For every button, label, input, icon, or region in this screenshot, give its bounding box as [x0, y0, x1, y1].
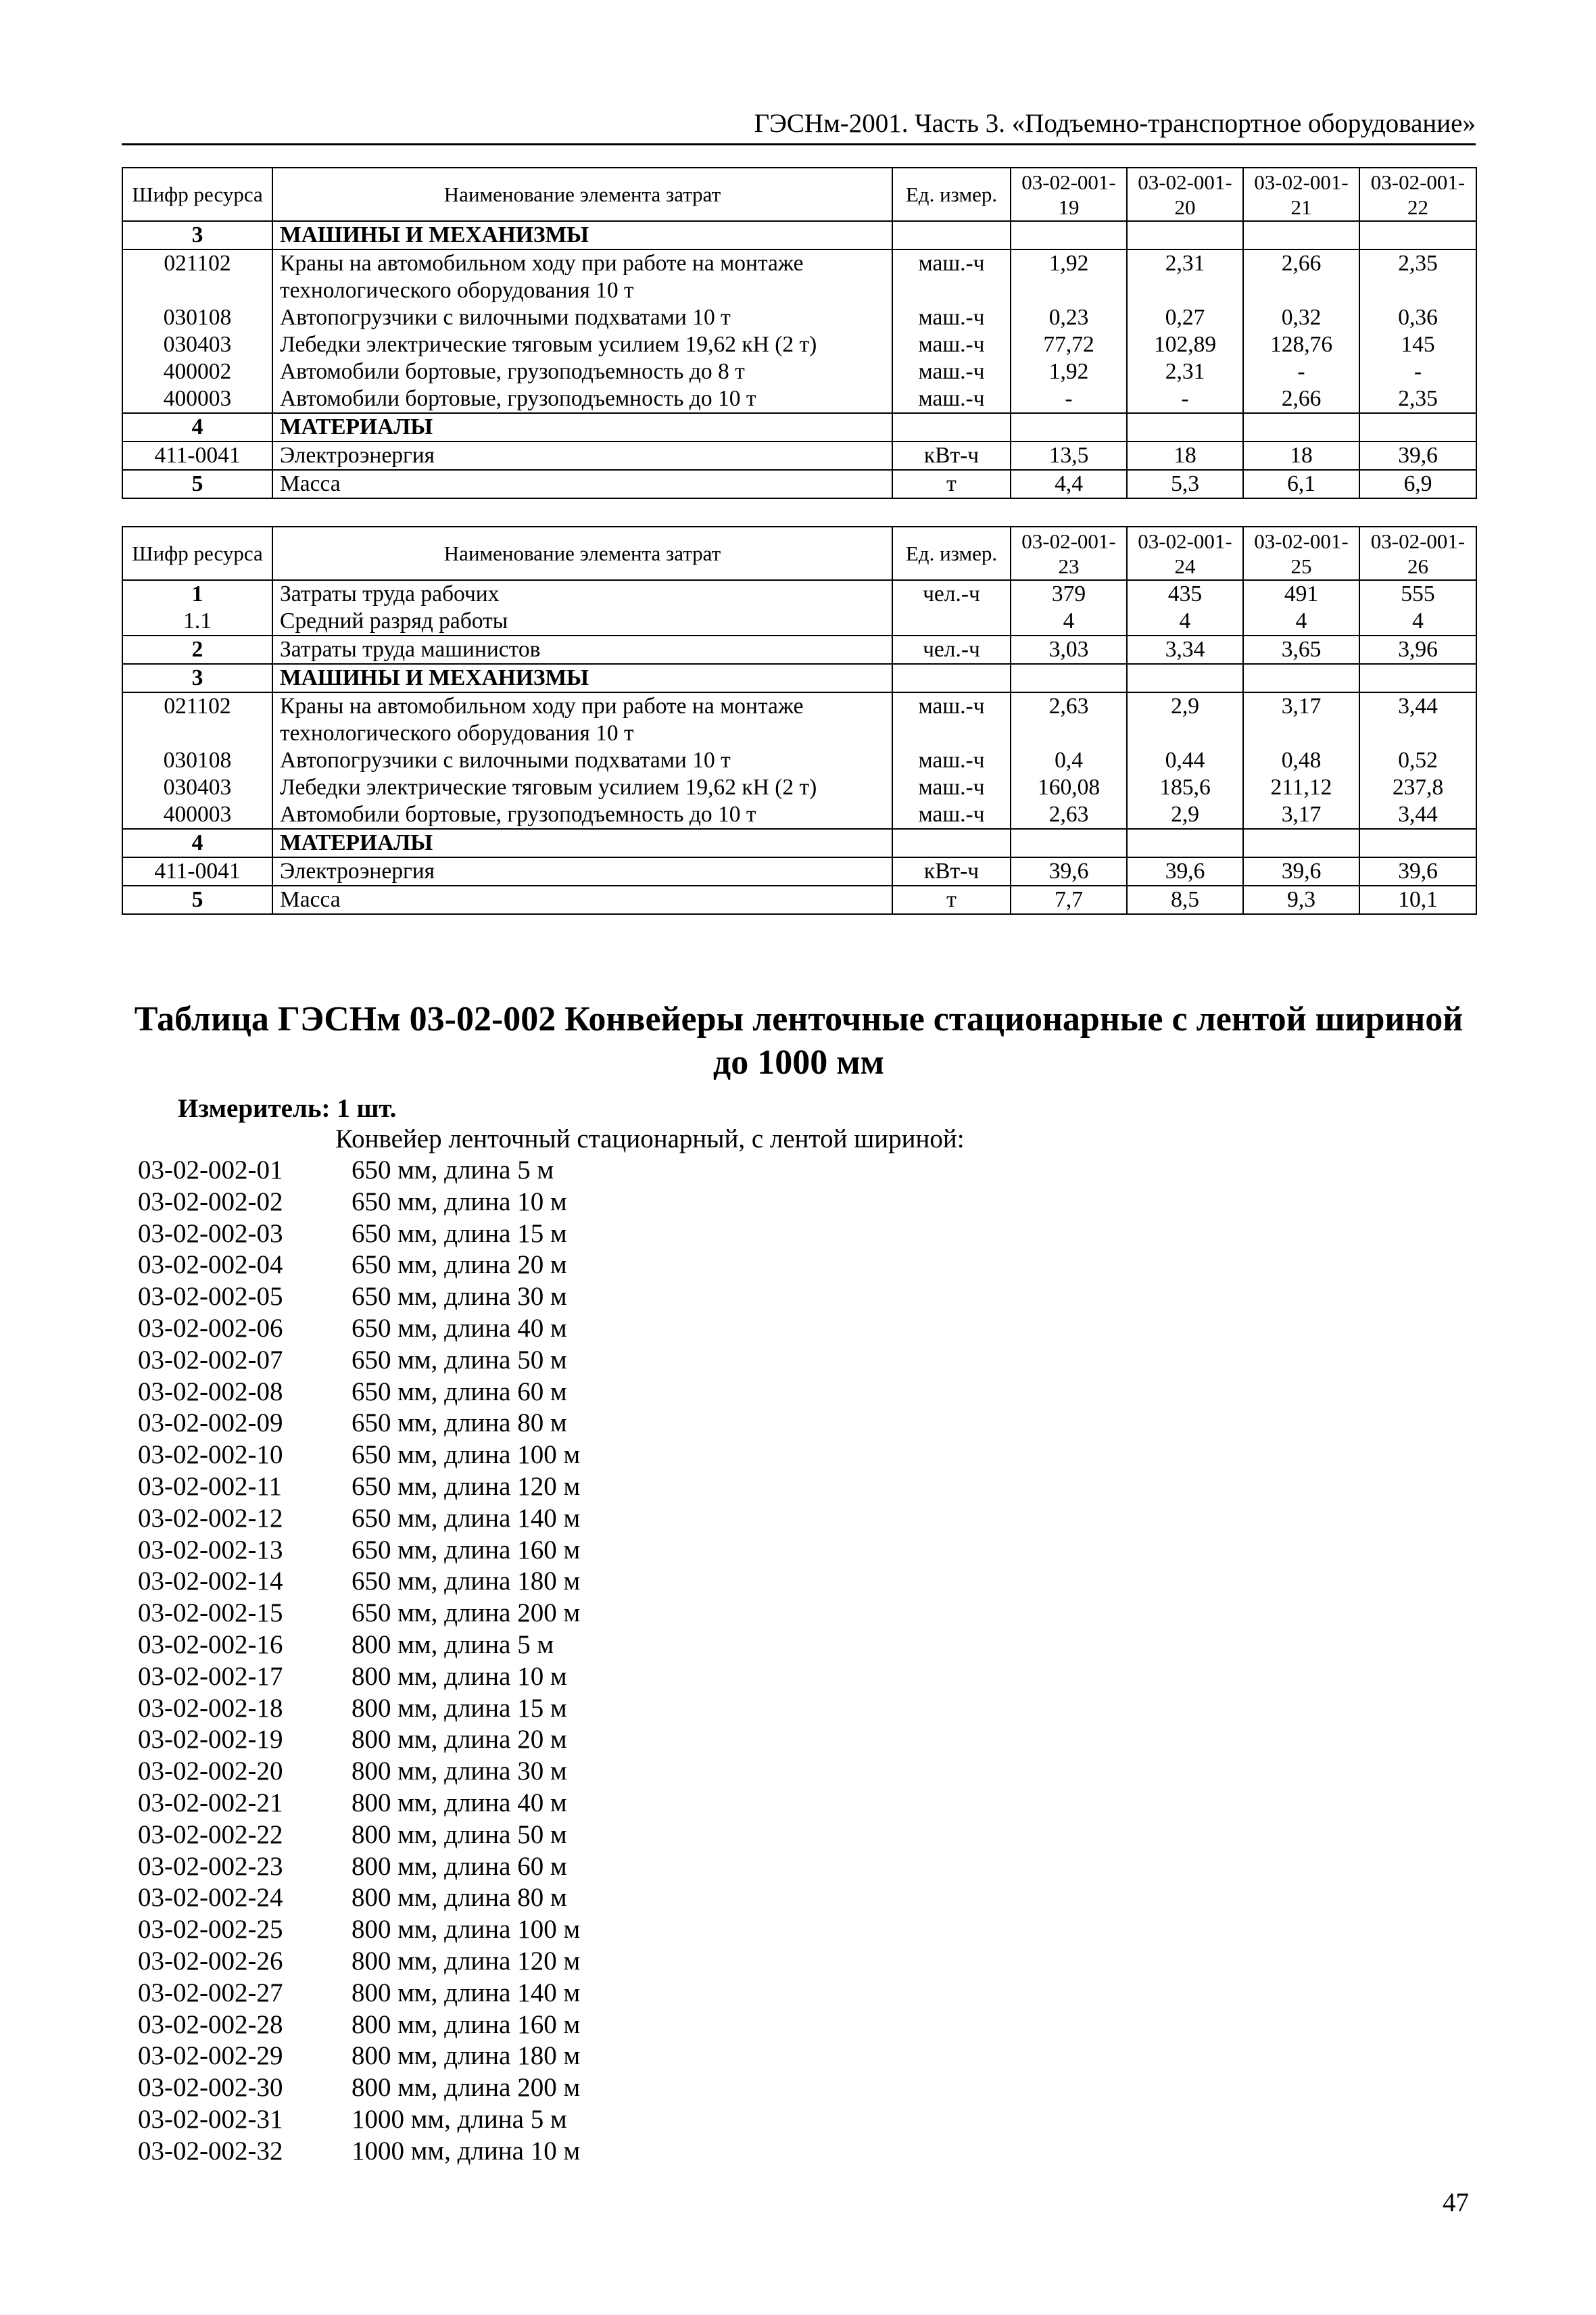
value: 2,31 [1165, 359, 1205, 384]
norm-code: 03-02-002-12 [138, 1503, 283, 1533]
norm-text: 650 мм, длина 200 м [352, 1598, 581, 1628]
value: 2,35 [1398, 251, 1438, 276]
header-norm-code: 03-02-001-21 [1243, 168, 1359, 221]
norm-text: 650 мм, длина 160 м [352, 1535, 581, 1565]
value: 237,8 [1392, 775, 1444, 800]
norm-code: 03-02-002-26 [138, 1946, 283, 1976]
value: 0,36 [1398, 305, 1438, 330]
list-item [138, 1946, 580, 1978]
value: 7,7 [1011, 886, 1127, 914]
resource-name: Автопогрузчики с вилочными подхватами 10 т [280, 748, 731, 773]
list-item [138, 1914, 580, 1946]
value: 555 [1401, 581, 1435, 606]
norm-code: 03-02-002-31 [138, 2104, 283, 2134]
list-item [138, 1313, 580, 1345]
list-item [138, 1439, 580, 1471]
value-column [1011, 249, 1127, 413]
norm-code: 03-02-002-09 [138, 1408, 283, 1438]
norm-text: 650 мм, длина 15 м [352, 1218, 567, 1248]
resource-name: Лебедки электрические тяговым усилием 19,62 кН (2 т) [280, 775, 817, 800]
norm-code: 03-02-002-18 [138, 1693, 283, 1723]
resource-name: Автомобили бортовые, грузоподъемность до 10 т [280, 802, 756, 827]
list-item [138, 1978, 580, 2009]
resource-code: 411-0041 [122, 441, 272, 470]
norm-text: 800 мм, длина 60 м [352, 1851, 567, 1881]
resource-code: 400002 [163, 359, 232, 384]
value: 145 [1401, 332, 1435, 357]
norm-text: 1000 мм, длина 10 м [352, 2136, 581, 2166]
value-column [1243, 692, 1359, 829]
resource-name: Затраты труда рабочих [280, 581, 500, 606]
value: 3,17 [1281, 802, 1322, 827]
value: 102,89 [1153, 332, 1217, 357]
list-item [138, 1155, 580, 1187]
value: 39,6 [1359, 441, 1476, 470]
section-title: МАШИНЫ И МЕХАНИЗМЫ [272, 221, 892, 249]
norm-code: 03-02-002-23 [138, 1851, 283, 1881]
unit: кВт-ч [892, 857, 1011, 886]
resource-code-list [122, 580, 272, 636]
section-title: МАТЕРИАЛЫ [272, 413, 892, 441]
value: 2,31 [1165, 251, 1205, 276]
list-item [138, 1661, 580, 1693]
list-item [138, 2009, 580, 2041]
section-description: Конвейер ленточный стационарный, с лентой шириной: [335, 1124, 965, 1153]
list-item [138, 1187, 580, 1218]
norm-code: 03-02-002-16 [138, 1629, 283, 1659]
section-title: МАШИНЫ И МЕХАНИЗМЫ [272, 664, 892, 692]
header-unit: Ед. измер. [892, 168, 1011, 221]
norm-text: 800 мм, длина 180 м [352, 2041, 581, 2071]
unit: т [892, 886, 1011, 914]
list-item [138, 2104, 580, 2136]
norm-text: 650 мм, длина 10 м [352, 1187, 567, 1216]
unit: маш.-ч [918, 748, 985, 773]
section-code: 3 [122, 664, 272, 692]
value-column [1127, 249, 1243, 413]
value: 4 [1295, 608, 1307, 634]
resource-name: Электроэнергия [272, 441, 892, 470]
resource-code: 030108 [163, 748, 232, 773]
value: 39,6 [1243, 857, 1359, 886]
resource-name: Масса [272, 886, 892, 914]
list-item [138, 1693, 580, 1725]
value: 39,6 [1127, 857, 1243, 886]
resource-code: 5 [122, 886, 272, 914]
value: 39,6 [1359, 857, 1476, 886]
norm-text: 650 мм, длина 50 м [352, 1345, 567, 1375]
resource-code: 400003 [163, 802, 232, 827]
list-item [138, 1882, 580, 1914]
norm-text: 800 мм, длина 200 м [352, 2073, 581, 2103]
value-column [1011, 692, 1127, 829]
resource-name: Краны на автомобильном ходу при работе на монтаже технологического оборудования 10 т [280, 694, 804, 746]
value: 9,3 [1243, 886, 1359, 914]
header-element-name: Наименование элемента затрат [272, 168, 892, 221]
list-item [138, 1851, 580, 1883]
resource-code: 2 [122, 636, 272, 664]
resource-code: 1 [191, 581, 203, 606]
value: 2,66 [1281, 251, 1322, 276]
value: 2,66 [1281, 386, 1322, 411]
value: 2,9 [1171, 694, 1199, 719]
norm-code: 03-02-002-20 [138, 1757, 283, 1786]
value: 4 [1179, 608, 1191, 634]
norm-text: 800 мм, длина 140 м [352, 1978, 581, 2007]
norm-text: 650 мм, длина 40 м [352, 1313, 567, 1343]
resource-table-1 [122, 167, 1477, 499]
list-item [138, 1377, 580, 1408]
list-item [138, 1471, 580, 1503]
norm-code: 03-02-002-10 [138, 1440, 283, 1470]
list-item [138, 1788, 580, 1819]
norm-code: 03-02-002-07 [138, 1345, 283, 1375]
norm-code: 03-02-002-01 [138, 1155, 283, 1185]
value-column [1011, 580, 1127, 636]
header-norm-code: 03-02-001-20 [1127, 168, 1243, 221]
unit: чел.-ч [892, 580, 1011, 636]
norm-code: 03-02-002-06 [138, 1313, 283, 1343]
norm-text: 800 мм, длина 10 м [352, 1661, 567, 1691]
norm-code: 03-02-002-11 [138, 1471, 283, 1501]
value: 1,92 [1048, 251, 1089, 276]
value: - [1065, 386, 1073, 411]
norm-text: 650 мм, длина 20 м [352, 1250, 567, 1280]
norm-code: 03-02-002-04 [138, 1250, 283, 1280]
resource-name: Лебедки электрические тяговым усилием 19,62 кН (2 т) [280, 332, 817, 357]
resource-table-2 [122, 526, 1477, 915]
norm-text: 650 мм, длина 180 м [352, 1567, 581, 1596]
unit: маш.-ч [918, 386, 985, 411]
list-item [138, 1756, 580, 1788]
norm-text: 650 мм, длина 100 м [352, 1440, 581, 1470]
value: 379 [1051, 581, 1086, 606]
value-column [1359, 692, 1476, 829]
unit: маш.-ч [918, 251, 985, 276]
norm-text: 800 мм, длина 15 м [352, 1693, 567, 1723]
value: 185,6 [1159, 775, 1211, 800]
value: 3,03 [1011, 636, 1127, 664]
resource-code: 030403 [163, 332, 232, 357]
norm-text: 650 мм, длина 5 м [352, 1155, 554, 1185]
value: 39,6 [1011, 857, 1127, 886]
value: 3,44 [1398, 694, 1438, 719]
value: 491 [1284, 581, 1319, 606]
norm-code: 03-02-002-27 [138, 1978, 283, 2007]
resource-name: Краны на автомобильном ходу при работе на монтаже технологического оборудования 10 т [280, 251, 804, 303]
value: - [1413, 359, 1422, 384]
value: 0,4 [1055, 748, 1083, 773]
unit: маш.-ч [918, 332, 985, 357]
value: 2,63 [1048, 802, 1089, 827]
resource-code: 411-0041 [122, 857, 272, 886]
norm-text: 650 мм, длина 140 м [352, 1503, 581, 1533]
resource-code-list [122, 692, 272, 829]
value: 13,5 [1011, 441, 1127, 470]
value: 3,17 [1281, 694, 1322, 719]
section-code: 3 [122, 221, 272, 249]
unit: маш.-ч [918, 775, 985, 800]
value: 0,27 [1165, 305, 1205, 330]
norm-code: 03-02-002-21 [138, 1788, 283, 1817]
norm-code: 03-02-002-03 [138, 1218, 283, 1248]
resource-code: 021102 [164, 251, 231, 276]
value: 128,76 [1269, 332, 1333, 357]
norm-text: 800 мм, длина 5 м [352, 1629, 554, 1659]
value: 435 [1167, 581, 1203, 606]
section-title: Таблица ГЭСНм 03-02-002 Конвейеры ленточные стационарные с лентой шириной до 1000 мм [134, 1000, 1464, 1082]
norm-code: 03-02-002-02 [138, 1187, 283, 1216]
list-item [138, 1724, 580, 1756]
norm-code: 03-02-002-29 [138, 2041, 283, 2071]
resource-name-list [272, 580, 892, 636]
unit-list [892, 249, 1011, 413]
value: 0,32 [1281, 305, 1322, 330]
resource-name: Средний разряд работы [280, 608, 508, 634]
norm-code: 03-02-002-32 [138, 2136, 283, 2166]
unit: кВт-ч [892, 441, 1011, 470]
list-item [138, 1598, 580, 1629]
norm-text: 800 мм, длина 40 м [352, 1788, 567, 1817]
value: 10,1 [1359, 886, 1476, 914]
list-item [138, 2040, 580, 2072]
resource-code: 021102 [164, 694, 231, 719]
resource-name: Затраты труда машинистов [272, 636, 892, 664]
value: 211,12 [1270, 775, 1332, 800]
value-column [1127, 692, 1243, 829]
header-resource-code: Шифр ресурса [122, 527, 272, 580]
value: 2,35 [1398, 386, 1438, 411]
value: 8,5 [1127, 886, 1243, 914]
value-column [1359, 249, 1476, 413]
norm-text: 800 мм, длина 80 м [352, 1883, 567, 1913]
list-item [138, 1629, 580, 1661]
unit: т [892, 470, 1011, 498]
unit: маш.-ч [918, 802, 985, 827]
list-item [138, 1408, 580, 1439]
value: 6,1 [1243, 470, 1359, 498]
norm-code: 03-02-002-19 [138, 1725, 283, 1755]
resource-name: Масса [272, 470, 892, 498]
value: 3,44 [1398, 802, 1438, 827]
list-item [138, 2136, 580, 2168]
norm-text: 1000 мм, длина 5 м [352, 2104, 567, 2134]
resource-code: 1.1 [183, 608, 212, 634]
header-norm-code: 03-02-001-24 [1127, 527, 1243, 580]
value: 3,65 [1243, 636, 1359, 664]
header-norm-code: 03-02-001-22 [1359, 168, 1476, 221]
unit-list [892, 692, 1011, 829]
norm-code: 03-02-002-25 [138, 1915, 283, 1944]
section-code: 4 [122, 829, 272, 857]
unit: маш.-ч [918, 305, 985, 330]
norm-text: 650 мм, длина 80 м [352, 1408, 567, 1438]
header-resource-code: Шифр ресурса [122, 168, 272, 221]
resource-code: 5 [122, 470, 272, 498]
norm-text: 800 мм, длина 160 м [352, 2009, 581, 2039]
norm-code: 03-02-002-17 [138, 1661, 283, 1691]
norm-text: 800 мм, длина 30 м [352, 1757, 567, 1786]
header-norm-code: 03-02-001-19 [1011, 168, 1127, 221]
resource-name: Автомобили бортовые, грузоподъемность до 8 т [280, 359, 745, 384]
page-header: ГЭСНм-2001. Часть 3. «Подъемно-транспортное оборудование» [754, 109, 1476, 138]
value: 3,96 [1359, 636, 1476, 664]
resource-name: Автопогрузчики с вилочными подхватами 10 т [280, 305, 731, 330]
norm-code: 03-02-002-24 [138, 1883, 283, 1913]
norm-text: 800 мм, длина 100 м [352, 1915, 581, 1944]
norm-code: 03-02-002-28 [138, 2009, 283, 2039]
value: - [1181, 386, 1189, 411]
section-code: 4 [122, 413, 272, 441]
page-number: 47 [1443, 2188, 1469, 2217]
value: 4,4 [1011, 470, 1127, 498]
list-item [138, 1281, 580, 1313]
value: 4 [1412, 608, 1424, 634]
value: 160,08 [1037, 775, 1101, 800]
value-column [1243, 580, 1359, 636]
norm-text: 800 мм, длина 20 м [352, 1725, 567, 1755]
value: 1,92 [1048, 359, 1089, 384]
value: - [1297, 359, 1305, 384]
resource-code-list [122, 249, 272, 413]
header-norm-code: 03-02-001-23 [1011, 527, 1127, 580]
value-column [1127, 580, 1243, 636]
norm-code: 03-02-002-14 [138, 1567, 283, 1596]
norm-code: 03-02-002-08 [138, 1377, 283, 1406]
norm-text: 650 мм, длина 60 м [352, 1377, 567, 1406]
value: 0,52 [1398, 748, 1438, 773]
value: 2,9 [1171, 802, 1199, 827]
norm-code: 03-02-002-30 [138, 2073, 283, 2103]
list-item [138, 1503, 580, 1535]
value: 4 [1063, 608, 1075, 634]
resource-name: Электроэнергия [272, 857, 892, 886]
list-item [138, 1819, 580, 1851]
header-norm-code: 03-02-001-26 [1359, 527, 1476, 580]
value: 2,63 [1048, 694, 1089, 719]
header-element-name: Наименование элемента затрат [272, 527, 892, 580]
norm-text: 800 мм, длина 50 м [352, 1819, 567, 1849]
value: 18 [1243, 441, 1359, 470]
value: 77,72 [1043, 332, 1094, 357]
list-item [138, 1249, 580, 1281]
resource-code: 400003 [163, 386, 232, 411]
norm-text: 650 мм, длина 30 м [352, 1282, 567, 1312]
value: 3,34 [1127, 636, 1243, 664]
value: 18 [1127, 441, 1243, 470]
resource-code: 030403 [163, 775, 232, 800]
list-item [138, 1566, 580, 1598]
header-norm-code: 03-02-001-25 [1243, 527, 1359, 580]
norm-text: 650 мм, длина 120 м [352, 1471, 581, 1501]
value: 0,44 [1165, 748, 1205, 773]
resource-code: 030108 [163, 305, 232, 330]
list-item [138, 1218, 580, 1250]
norm-code: 03-02-002-13 [138, 1535, 283, 1565]
value-column [1243, 249, 1359, 413]
resource-name-list [272, 249, 892, 413]
list-item [138, 1535, 580, 1567]
norm-item-list [138, 1155, 580, 2168]
value: 5,3 [1127, 470, 1243, 498]
value-column [1359, 580, 1476, 636]
norm-text: 800 мм, длина 120 м [352, 1946, 581, 1976]
resource-name-list [272, 692, 892, 829]
value: 0,23 [1048, 305, 1089, 330]
list-item [138, 1345, 580, 1377]
unit: маш.-ч [918, 359, 985, 384]
norm-code: 03-02-002-05 [138, 1282, 283, 1312]
section-title: МАТЕРИАЛЫ [272, 829, 892, 857]
value: 6,9 [1359, 470, 1476, 498]
header-rule [122, 143, 1476, 145]
unit: маш.-ч [918, 694, 985, 719]
meter-label: Измеритель: 1 шт. [178, 1094, 397, 1123]
header-unit: Ед. измер. [892, 527, 1011, 580]
value: 0,48 [1281, 748, 1322, 773]
norm-code: 03-02-002-22 [138, 1819, 283, 1849]
list-item [138, 2072, 580, 2104]
norm-code: 03-02-002-15 [138, 1598, 283, 1628]
unit: чел.-ч [892, 636, 1011, 664]
resource-name: Автомобили бортовые, грузоподъемность до 10 т [280, 386, 756, 411]
